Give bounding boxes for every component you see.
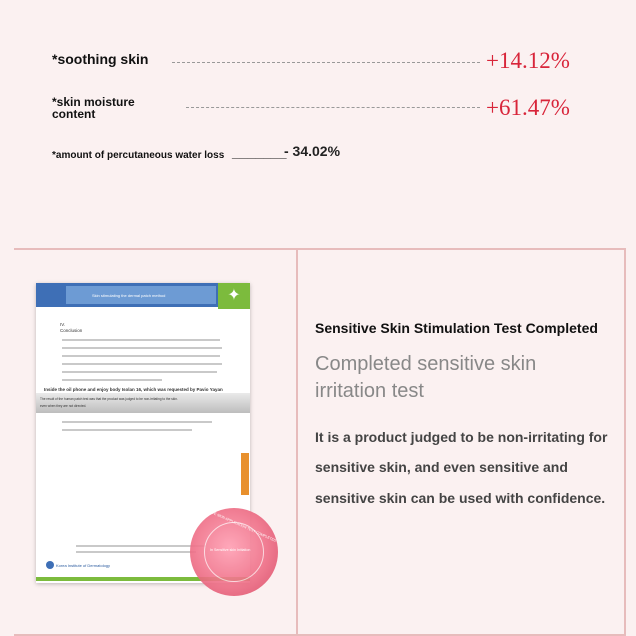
- stat-label-water-loss: *amount of percutaneous water loss: [52, 150, 225, 161]
- body-line-2: sensitive skin, and even sensitive and: [315, 459, 568, 475]
- doc-text-line: [76, 545, 206, 547]
- doc-text-line: [62, 347, 222, 349]
- seal-text-top: SENSITIVE SKIN APPLICATION TEST COMPLETED: [198, 505, 277, 543]
- doc-header-text: Skin stimulating the dermal patch method: [92, 293, 166, 298]
- doc-text-line: [62, 421, 212, 423]
- doc-text-line: [76, 551, 196, 553]
- test-subtitle: Completed sensitive skin irritation test: [315, 353, 537, 402]
- test-title: Sensitive Skin Stimulation Test Completed: [315, 320, 598, 336]
- doc-english-line-3: even when they are not directed.: [40, 404, 87, 408]
- seal-text-center: In Sensitive skin Initiation: [210, 548, 251, 552]
- doc-text-line: [62, 371, 217, 373]
- stat-value-moisture: +61.47%: [486, 95, 570, 120]
- doc-section-num: IV.: [60, 322, 66, 327]
- stat-value-water-loss: - 34.02%: [284, 143, 341, 159]
- stat-label-moisture-1: *skin moisture: [52, 95, 135, 109]
- stat-connector-water-loss: _______: [232, 144, 287, 160]
- stat-label-soothing: *soothing skin: [52, 51, 149, 67]
- doc-org-name: Korea Institute of Dermatology: [56, 563, 111, 568]
- doc-text-line: [62, 355, 220, 357]
- body-line-3: sensitive skin can be used with confidence.: [315, 490, 606, 506]
- certification-seal: [190, 505, 278, 596]
- body-line-1: It is a product judged to be non-irritating for: [315, 429, 608, 445]
- doc-text-line: [62, 429, 192, 431]
- dash-line-soothing: [172, 62, 480, 63]
- stat-value-soothing: +14.12%: [486, 48, 570, 73]
- stat-label-moisture-2: content: [52, 107, 96, 121]
- doc-org-logo-icon: [46, 561, 54, 569]
- doc-english-line-2: The result of the human patch test was that the product was judged to be non-irritating to the skin.: [40, 397, 178, 401]
- doc-fold-shadow: [36, 393, 250, 413]
- doc-orange-accent: [241, 453, 249, 495]
- doc-logo-icon: ✦: [218, 283, 250, 309]
- divider-right: [624, 248, 626, 636]
- dash-line-moisture: [186, 107, 480, 108]
- doc-text-line: [62, 363, 222, 365]
- doc-section-title: Conclusion: [60, 328, 83, 333]
- divider-vertical: [296, 248, 298, 636]
- divider-top: [14, 248, 626, 250]
- doc-english-line-1: Inside the oil phone and enjoy body Isolan 16, which was requested by Pavio Yayan: [44, 387, 223, 392]
- doc-text-line: [62, 339, 220, 341]
- doc-text-line: [62, 379, 162, 381]
